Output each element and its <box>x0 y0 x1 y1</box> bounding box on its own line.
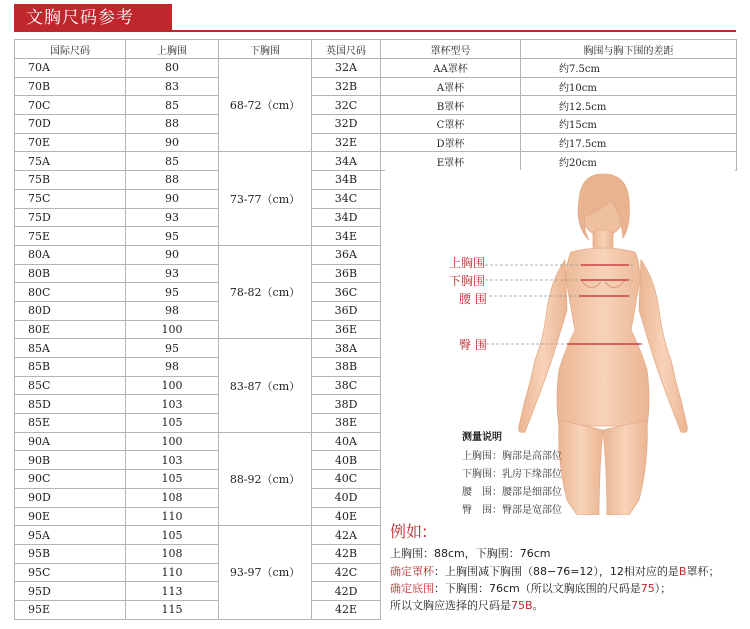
cell-upper-bust: 103 <box>126 451 219 470</box>
cell-intl-size: 90E <box>15 507 126 526</box>
cell-intl-size: 80E <box>15 320 126 339</box>
cell-upper-bust: 105 <box>126 526 219 545</box>
cell-difference: 约17.5cm <box>521 133 737 152</box>
cell-upper-bust: 93 <box>126 264 219 283</box>
cell-upper-bust: 85 <box>126 152 219 171</box>
cell-uk-size: 32B <box>312 77 381 96</box>
cell-uk-size: 38C <box>312 376 381 395</box>
cell-intl-size: 85A <box>15 339 126 358</box>
cell-upper-bust: 98 <box>126 358 219 377</box>
cell-upper-bust: 110 <box>126 507 219 526</box>
cell-intl-size: 90D <box>15 488 126 507</box>
example-line-3: 确定底围：下胸围：76cm（所以文胸底围的尺码是75）； <box>390 582 672 595</box>
example-title: 例如: <box>390 522 428 541</box>
cell-intl-size: 75A <box>15 152 126 171</box>
header-difference: 胸围与胸下围的差距 <box>521 40 737 59</box>
example-line-4: 所以文胸应选择的尺码是75B。 <box>390 599 544 612</box>
cell-uk-size: 36A <box>312 245 381 264</box>
cell-uk-size: 42D <box>312 582 381 601</box>
cell-uk-size: 38A <box>312 339 381 358</box>
table-row <box>15 115 737 134</box>
cell-under-bust: 78-82（cm） <box>219 245 312 338</box>
example-line-1: 上胸围：88cm，下胸围：76cm <box>390 547 551 560</box>
cell-intl-size: 75C <box>15 189 126 208</box>
cell-upper-bust: 90 <box>126 245 219 264</box>
cell-uk-size: 36E <box>312 320 381 339</box>
cell-uk-size: 34A <box>312 152 381 171</box>
cell-intl-size: 95B <box>15 544 126 563</box>
cell-intl-size: 95A <box>15 526 126 545</box>
header-intl-size: 国际尺码 <box>15 40 126 59</box>
cell-cup-type: C罩杯 <box>381 115 521 134</box>
cell-upper-bust: 100 <box>126 432 219 451</box>
cell-intl-size: 90C <box>15 470 126 489</box>
cell-upper-bust: 83 <box>126 77 219 96</box>
page-title: 文胸尺码参考 <box>14 4 172 32</box>
cell-intl-size: 90A <box>15 432 126 451</box>
cell-under-bust: 88-92（cm） <box>219 432 312 525</box>
cell-uk-size: 42B <box>312 544 381 563</box>
cell-intl-size: 85D <box>15 395 126 414</box>
cell-upper-bust: 80 <box>126 59 219 78</box>
cell-uk-size: 34B <box>312 171 381 190</box>
cell-cup-type: D罩杯 <box>381 133 521 152</box>
cell-intl-size: 85E <box>15 414 126 433</box>
cell-upper-bust: 95 <box>126 339 219 358</box>
cell-upper-bust: 98 <box>126 301 219 320</box>
cell-uk-size: 40A <box>312 432 381 451</box>
table-row <box>15 152 737 171</box>
cell-upper-bust: 103 <box>126 395 219 414</box>
cell-uk-size: 40E <box>312 507 381 526</box>
cell-uk-size: 36D <box>312 301 381 320</box>
cell-uk-size: 40C <box>312 470 381 489</box>
cell-uk-size: 42C <box>312 563 381 582</box>
cell-uk-size: 40B <box>312 451 381 470</box>
cell-uk-size: 42A <box>312 526 381 545</box>
cell-upper-bust: 93 <box>126 208 219 227</box>
header-uk-size: 英国尺码 <box>312 40 381 59</box>
cell-under-bust: 93-97（cm） <box>219 526 312 619</box>
label-hip: 臀 围 <box>459 338 487 352</box>
cell-difference: 约12.5cm <box>521 96 737 115</box>
label-under-bust: 下胸围 <box>449 274 486 288</box>
header-under-bust: 下胸围 <box>219 40 312 59</box>
legend-line: 臀 围：臀部是宽部位 <box>462 505 562 516</box>
cell-uk-size: 36C <box>312 283 381 302</box>
cell-upper-bust: 108 <box>126 544 219 563</box>
cell-uk-size: 38B <box>312 358 381 377</box>
cell-upper-bust: 108 <box>126 488 219 507</box>
cell-intl-size: 90B <box>15 451 126 470</box>
cell-intl-size: 75E <box>15 227 126 246</box>
cell-uk-size: 32C <box>312 96 381 115</box>
cell-uk-size: 40D <box>312 488 381 507</box>
cell-upper-bust: 100 <box>126 320 219 339</box>
cell-difference: 约7.5cm <box>521 59 737 78</box>
cell-under-bust: 73-77（cm） <box>219 152 312 245</box>
header-upper-bust: 上胸围 <box>126 40 219 59</box>
cell-uk-size: 42E <box>312 600 381 619</box>
cell-intl-size: 70B <box>15 77 126 96</box>
cell-difference: 约15cm <box>521 115 737 134</box>
legend-line: 上胸围：胸部是高部位 <box>462 451 562 462</box>
header-cup-type: 罩杯型号 <box>381 40 521 59</box>
cell-intl-size: 75B <box>15 171 126 190</box>
cell-intl-size: 75D <box>15 208 126 227</box>
cell-upper-bust: 88 <box>126 171 219 190</box>
cell-uk-size: 36B <box>312 264 381 283</box>
cell-cup-type: A罩杯 <box>381 77 521 96</box>
measurement-figure-panel <box>385 170 735 620</box>
cell-upper-bust: 95 <box>126 227 219 246</box>
cell-intl-size: 80C <box>15 283 126 302</box>
cell-cup-type: B罩杯 <box>381 96 521 115</box>
cell-intl-size: 80B <box>15 264 126 283</box>
cell-cup-type: AA罩杯 <box>381 59 521 78</box>
cell-upper-bust: 95 <box>126 283 219 302</box>
legend-title: 测量说明 <box>462 432 502 443</box>
body-figure-image <box>385 170 735 515</box>
cell-upper-bust: 88 <box>126 115 219 134</box>
cell-uk-size: 34D <box>312 208 381 227</box>
cell-uk-size: 32D <box>312 115 381 134</box>
cell-upper-bust: 90 <box>126 189 219 208</box>
cell-intl-size: 70A <box>15 59 126 78</box>
cell-upper-bust: 105 <box>126 470 219 489</box>
cell-upper-bust: 90 <box>126 133 219 152</box>
table-row <box>15 96 737 115</box>
cell-uk-size: 34E <box>312 227 381 246</box>
cell-uk-size: 38D <box>312 395 381 414</box>
cell-intl-size: 70C <box>15 96 126 115</box>
cell-upper-bust: 85 <box>126 96 219 115</box>
example-line-2: 确定罩杯：上胸围减下胸围（88−76=12），12相对应的是B罩杯； <box>390 565 720 578</box>
cell-intl-size: 80D <box>15 301 126 320</box>
table-row <box>15 133 737 152</box>
legend-line: 腰 围：腰部是细部位 <box>462 487 562 498</box>
table-header-row <box>15 40 737 59</box>
cell-upper-bust: 110 <box>126 563 219 582</box>
cell-intl-size: 95C <box>15 563 126 582</box>
cell-under-bust: 83-87（cm） <box>219 339 312 432</box>
cell-uk-size: 32E <box>312 133 381 152</box>
cell-cup-type: E罩杯 <box>381 152 521 171</box>
cell-uk-size: 38E <box>312 414 381 433</box>
cell-uk-size: 34C <box>312 189 381 208</box>
cell-under-bust: 68-72（cm） <box>219 59 312 152</box>
cell-intl-size: 85B <box>15 358 126 377</box>
cell-upper-bust: 115 <box>126 600 219 619</box>
cell-uk-size: 32A <box>312 59 381 78</box>
header-bar <box>14 4 736 32</box>
label-upper-bust: 上胸围 <box>449 256 486 270</box>
cell-intl-size: 95E <box>15 600 126 619</box>
cell-intl-size: 70E <box>15 133 126 152</box>
table-row <box>15 77 737 96</box>
label-waist: 腰 围 <box>459 292 487 306</box>
cell-upper-bust: 100 <box>126 376 219 395</box>
cell-intl-size: 95D <box>15 582 126 601</box>
cell-upper-bust: 113 <box>126 582 219 601</box>
cell-intl-size: 85C <box>15 376 126 395</box>
cell-difference: 约20cm <box>521 152 737 171</box>
legend-line: 下胸围：乳房下缘部位 <box>462 469 562 480</box>
cell-upper-bust: 105 <box>126 414 219 433</box>
cell-difference: 约10cm <box>521 77 737 96</box>
cell-intl-size: 70D <box>15 115 126 134</box>
table-row <box>15 59 737 78</box>
cell-intl-size: 80A <box>15 245 126 264</box>
